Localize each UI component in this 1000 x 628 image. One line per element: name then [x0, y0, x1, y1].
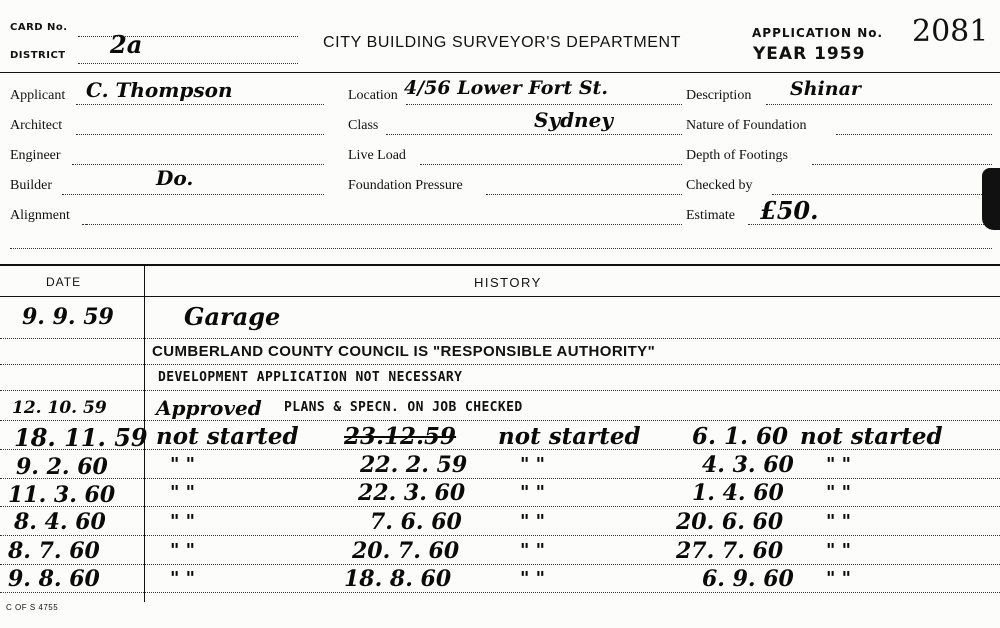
history-entry: 6. 1. 60 [692, 423, 789, 450]
history-entry: 20. 6. 60 [676, 509, 784, 535]
history-date: 8. 7. 60 [8, 538, 100, 564]
history-entry: Garage [184, 302, 281, 331]
estimate-value: £50. [760, 196, 819, 225]
year-label: YEAR 1959 [753, 44, 866, 64]
history-entry: " " [520, 568, 546, 589]
description-value: Shinar [790, 78, 861, 100]
history-entry: 18. 8. 60 [344, 566, 452, 592]
history-entry: Approved [156, 396, 262, 420]
history-date: 9. 9. 59 [22, 304, 114, 330]
district-label: DISTRICT [10, 50, 66, 61]
history-date: 8. 4. 60 [14, 509, 106, 535]
history-entry: 7. 6. 60 [370, 509, 462, 535]
history-entry: not started [800, 423, 943, 450]
history-date: 12. 10. 59 [12, 398, 107, 418]
history-entry: " " [520, 540, 546, 561]
history-date: 11. 3. 60 [8, 482, 116, 508]
history-entry: " " [826, 511, 852, 532]
history-top-rule [0, 264, 1000, 266]
history-entry: " " [826, 568, 852, 589]
live-load-label: Live Load [348, 148, 406, 163]
depth-of-footings-label: Depth of Footings [686, 148, 788, 163]
history-entry: " " [826, 540, 852, 561]
history-entry: " " [170, 511, 196, 532]
history-entry: " " [826, 482, 852, 503]
stamp-responsible-authority: CUMBERLAND COUNTY COUNCIL IS "RESPONSIBLE AUTHORITY" [152, 343, 656, 360]
history-entry: " " [826, 454, 852, 475]
engineer-label: Engineer [10, 148, 61, 163]
history-entry: not started [156, 423, 299, 450]
history-entry: " " [170, 540, 196, 561]
description-label: Description [686, 88, 752, 103]
application-no-label: APPLICATION No. [752, 26, 884, 40]
stamp-development-application: DEVELOPMENT APPLICATION NOT NECESSARY [158, 370, 463, 385]
history-entry: not started [498, 423, 641, 450]
history-entry: " " [520, 511, 546, 532]
alignment-label: Alignment [10, 208, 70, 223]
history-header-rule [0, 296, 1000, 297]
history-entry: 22. 2. 59 [360, 452, 468, 478]
history-entry: " " [170, 482, 196, 503]
history-header: HISTORY [474, 275, 542, 290]
history-entry: 6. 9. 60 [702, 566, 794, 592]
history-entry: 23.12.59 [344, 423, 457, 450]
application-number: 2081 [912, 14, 989, 49]
history-entry: " " [170, 568, 196, 589]
district-value: 2a [110, 30, 143, 59]
history-entry: " " [170, 454, 196, 475]
foundation-pressure-label: Foundation Pressure [348, 178, 463, 193]
history-entry: 20. 7. 60 [352, 538, 460, 564]
history-entry: 1. 4. 60 [692, 480, 784, 506]
checked-by-label: Checked by [686, 178, 753, 193]
location-value: 4/56 Lower Fort St. [404, 77, 608, 99]
ink-blot-mark [982, 168, 1000, 230]
history-entry: 22. 3. 60 [358, 480, 466, 506]
history-date: 9. 8. 60 [8, 566, 100, 592]
architect-label: Architect [10, 118, 63, 133]
history-entry: " " [520, 482, 546, 503]
location-value-suburb: Sydney [534, 108, 613, 132]
builder-value: Do. [156, 166, 194, 190]
date-header: DATE [46, 275, 82, 289]
history-entry: 27. 7. 60 [676, 538, 784, 564]
department-title: CITY BUILDING SURVEYOR'S DEPARTMENT [323, 34, 682, 51]
nature-of-foundation-label: Nature of Foundation [686, 118, 807, 133]
history-entry: 4. 3. 60 [702, 452, 794, 478]
header-rule [0, 72, 1000, 73]
builder-label: Builder [10, 178, 52, 193]
history-entry: " " [520, 454, 546, 475]
class-label: Class [348, 118, 379, 133]
district-line [78, 63, 298, 64]
applicant-label: Applicant [10, 88, 66, 103]
form-code: C OF S 4755 [6, 603, 59, 612]
estimate-label: Estimate [686, 208, 735, 223]
stamp-plans-checked: PLANS & SPECN. ON JOB CHECKED [284, 400, 523, 415]
location-label: Location [348, 88, 398, 103]
applicant-value: C. Thompson [86, 78, 233, 102]
history-date: 9. 2. 60 [16, 454, 108, 480]
card-no-label: CARD No. [10, 22, 68, 33]
history-date: 18. 11. 59 [14, 423, 148, 452]
